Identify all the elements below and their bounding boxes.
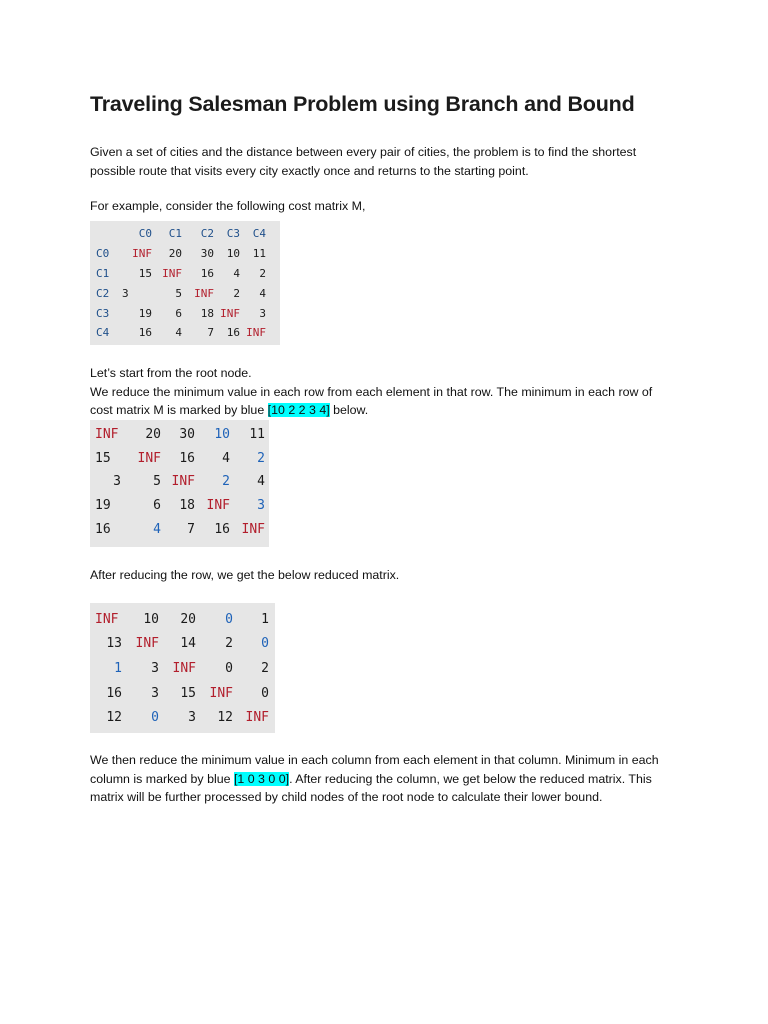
table-row (96, 303, 266, 323)
matrix-cell: 10 (143, 611, 159, 627)
matrix-cell: INF (132, 247, 152, 261)
col-header: C4 (252, 227, 266, 241)
root-paragraph (90, 364, 690, 420)
matrix-cell: 19 (138, 306, 152, 320)
table-row (95, 705, 269, 730)
matrix-cell: 3 (113, 474, 121, 490)
after-row-paragraph: After reducing the row, we get the below reduced matrix. (90, 568, 400, 582)
matrix-cell: INF (137, 450, 161, 466)
matrix-cell: 13 (106, 636, 122, 652)
matrix-cell: 2 (225, 636, 233, 652)
matrix-cell: 7 (187, 521, 195, 537)
matrix-cell: INF (95, 427, 119, 443)
intro-line-1: Given a set of cities and the distance between every pair of cities, the problem is to find the shortest (90, 145, 637, 159)
matrix-cell: INF (206, 498, 230, 514)
row-header: C2 (96, 286, 110, 300)
matrix-cell: 3 (151, 685, 159, 701)
row-header: C0 (96, 247, 110, 261)
matrix-cell: 20 (145, 427, 161, 443)
matrix-cell-minimum: 3 (257, 498, 265, 514)
row-minimum-highlight: [10 2 2 3 4] (267, 403, 330, 417)
column-minimum-highlight: [1 0 3 0 0] (233, 771, 290, 786)
cost-matrix (90, 221, 280, 345)
matrix-cell: 4 (259, 286, 266, 300)
root-line-1: Let’s start from the root node. (90, 366, 252, 380)
cost-matrix-header-row (96, 224, 266, 244)
matrix-cell: 6 (153, 498, 161, 514)
matrix-cell: 11 (252, 247, 266, 261)
root-line-3 (90, 401, 690, 420)
matrix-cell: 4 (257, 474, 265, 490)
matrix-cell: 3 (188, 710, 196, 726)
row-minimum-matrix (90, 420, 269, 547)
matrix-cell: 11 (249, 427, 265, 443)
matrix-cell: 30 (179, 427, 195, 443)
matrix-cell: 4 (175, 326, 182, 340)
intro-paragraph (90, 143, 690, 180)
matrix-cell: 4 (233, 266, 240, 280)
matrix-cell: 2 (259, 266, 266, 280)
matrix-cell: INF (245, 710, 269, 726)
root-line-3-text: cost matrix M is marked by blue (90, 403, 268, 417)
matrix-cell: 12 (106, 710, 122, 726)
column-line-2-text: column is marked by blue (90, 771, 234, 786)
matrix-cell: 4 (222, 450, 230, 466)
matrix-cell-minimum: 0 (261, 636, 269, 652)
matrix-cell-minimum: 2 (222, 474, 230, 490)
intro-line-2: possible route that visits every city exactly once and returns to the starting point. (90, 163, 529, 178)
matrix-cell: 19 (95, 498, 111, 514)
column-line-3: matrix will be further processed by child nodes of the root node to calculate their lower bound. (90, 790, 603, 804)
root-line-3-end: below. (329, 403, 369, 417)
matrix-cell: 14 (180, 636, 196, 652)
matrix-cell: 3 (122, 286, 129, 300)
matrix-cell: 5 (175, 286, 182, 300)
matrix-cell: 2 (261, 660, 269, 676)
matrix-cell: 6 (175, 306, 182, 320)
table-row (95, 494, 265, 518)
table-row (95, 447, 265, 471)
matrix-cell: 15 (95, 450, 111, 466)
matrix-cell: INF (220, 306, 240, 320)
matrix-cell: 15 (180, 685, 196, 701)
matrix-cell: 1 (261, 611, 269, 627)
table-row (95, 517, 265, 541)
matrix-cell: INF (135, 636, 159, 652)
matrix-cell-minimum: 10 (214, 427, 230, 443)
example-paragraph: For example, consider the following cost matrix M, (90, 199, 366, 213)
matrix-cell: 16 (179, 450, 195, 466)
row-header: C4 (96, 326, 110, 340)
matrix-cell: 5 (153, 474, 161, 490)
table-row (95, 656, 269, 681)
matrix-cell: 18 (200, 306, 214, 320)
matrix-cell: 12 (217, 710, 233, 726)
table-row (95, 607, 269, 632)
matrix-cell: 16 (106, 685, 122, 701)
matrix-cell: 30 (200, 247, 214, 261)
matrix-cell: 3 (259, 306, 266, 320)
col-header: C2 (200, 227, 214, 241)
table-row (96, 283, 266, 303)
matrix-cell: INF (209, 685, 233, 701)
row-header: C1 (96, 266, 110, 280)
matrix-cell: 16 (95, 521, 111, 537)
matrix-cell-minimum: 2 (257, 450, 265, 466)
matrix-cell: 2 (233, 286, 240, 300)
matrix-cell: 16 (138, 326, 152, 340)
matrix-cell: INF (171, 474, 195, 490)
matrix-cell: INF (241, 521, 265, 537)
matrix-cell: 10 (226, 247, 240, 261)
matrix-cell-minimum: 0 (225, 611, 233, 627)
table-row (96, 264, 266, 284)
matrix-cell: INF (162, 266, 182, 280)
matrix-cell: 7 (207, 326, 214, 340)
column-line-1: We then reduce the minimum value in each column from each element in that column. Minimum in each (90, 753, 659, 767)
matrix-cell: INF (172, 660, 196, 676)
col-header: C3 (226, 227, 240, 241)
matrix-cell: 15 (138, 266, 152, 280)
matrix-cell: 3 (151, 660, 159, 676)
matrix-cell: 18 (179, 498, 195, 514)
column-line-2-end: . After reducing the column, we get below the reduced matrix. This (289, 771, 652, 786)
matrix-cell-minimum: 1 (114, 660, 122, 676)
table-row (95, 632, 269, 657)
matrix-cell: 20 (168, 247, 182, 261)
table-row (95, 681, 269, 706)
matrix-cell: 0 (225, 660, 233, 676)
matrix-cell: 20 (180, 611, 196, 627)
matrix-cell: 16 (214, 521, 230, 537)
row-header: C3 (96, 306, 110, 320)
matrix-cell: 16 (200, 266, 214, 280)
root-line-2: We reduce the minimum value in each row from each element in that row. The minimum in each row of (90, 384, 653, 399)
table-row (95, 423, 265, 447)
matrix-cell: 0 (261, 685, 269, 701)
matrix-cell: INF (246, 326, 266, 340)
table-row (96, 323, 266, 343)
corner-cell (96, 224, 118, 244)
matrix-cell-minimum: 4 (153, 521, 161, 537)
col-header: C1 (168, 227, 182, 241)
column-line-2 (90, 770, 690, 789)
matrix-cell: INF (95, 611, 119, 627)
table-row (95, 470, 265, 494)
reduced-matrix (90, 603, 275, 733)
page-title: Traveling Salesman Problem using Branch and Bound (90, 92, 635, 116)
table-row (96, 244, 266, 264)
matrix-cell: 16 (226, 326, 240, 340)
column-paragraph (90, 751, 690, 807)
col-header: C0 (138, 227, 152, 241)
matrix-cell: INF (194, 286, 214, 300)
matrix-cell-minimum: 0 (151, 710, 159, 726)
